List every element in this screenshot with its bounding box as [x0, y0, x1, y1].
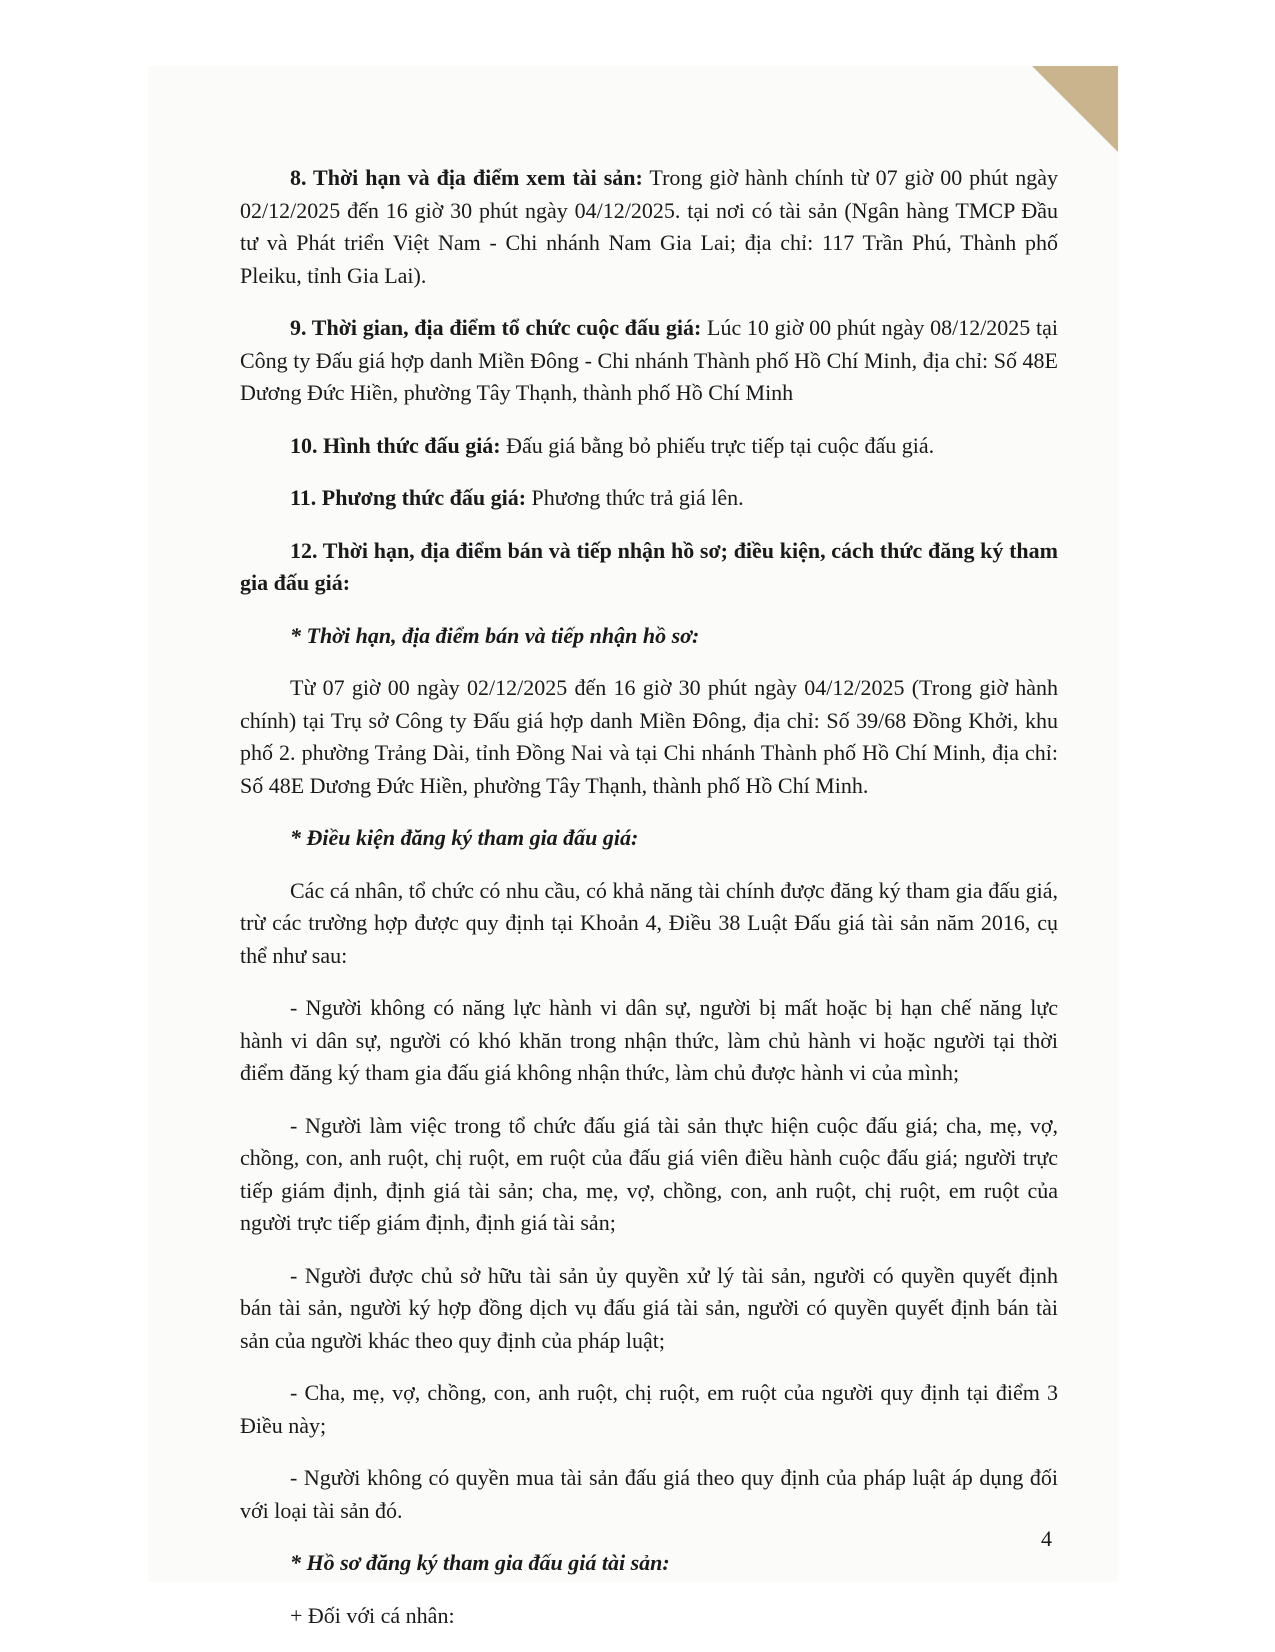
dossier-individual-item: + Đối với cá nhân:: [290, 1602, 455, 1628]
deadline-location-text: Từ 07 giờ 00 ngày 02/12/2025 đến 16 giờ 30 phút ngày 04/12/2025 (Trong giờ hành chính) tại Trụ sở Công ty Đấu giá hợp danh Miền Đông, địa chỉ: Số 39/68 Đồng Khởi, khu phố 2. phường Trảng Dài, tỉnh Đồng Nai và tại Chi nhánh Thành phố Hồ Chí Minh, địa chỉ: Số 48E Dương Đức Hiền, phường Tây Thạnh, thành phố Hồ Chí Minh.: [240, 675, 1058, 798]
section-8-heading: 8. Thời hạn và địa điểm xem tài sản:: [290, 165, 643, 190]
subheading-deadline-location: * Thời hạn, địa điểm bán và tiếp nhận hồ sơ:: [290, 622, 700, 648]
page-number: 4: [1041, 1526, 1052, 1551]
document-page: [148, 66, 1118, 1628]
section-8-text: Trong giờ hành chính từ 07 giờ 00 phút ngày 02/12/2025 đến 16 giờ 30 phút ngày 04/12/2025. tại nơi có tài sản (Ngân hàng TMCP Đầu tư và Phát triển Việt Nam - Chi nhánh Nam Gia Lai; địa chỉ: 117 Trần Phú, Thành phố Pleiku, tỉnh Gia Lai).: [240, 165, 1059, 288]
section-12: [240, 535, 1058, 600]
section-9-text: Lúc 10 giờ 00 phút ngày 08/12/2025 tại Công ty Đấu giá hợp danh Miền Đông - Chi nhánh Thành phố Hồ Chí Minh, địa chỉ: Số 48E Dương Đức Hiền, phường Tây Thạnh, thành phố Hồ Chí Minh: [240, 315, 1059, 405]
section-11-text: Phương thức trả giá lên.: [526, 485, 744, 510]
page-corner-fold: [1032, 66, 1118, 152]
condition-item: - Người không có quyền mua tài sản đấu giá theo quy định của pháp luật áp dụng đối với loại tài sản đó.: [240, 1465, 1058, 1523]
subheading-registration-dossier: * Hồ sơ đăng ký tham gia đấu giá tài sản:: [290, 1550, 670, 1575]
section-11: [240, 482, 1058, 515]
condition-item: - Người làm việc trong tổ chức đấu giá tài sản thực hiện cuộc đấu giá; cha, mẹ, vợ, chồng, con, anh ruột, chị ruột, em ruột của đấu giá viên điều hành cuộc đấu giá; người trực tiếp giám định, định giá tài sản; cha, mẹ, vợ, chồng, con, anh ruột, chị ruột, em ruột của người trực tiếp giám định, định giá tài sản;: [240, 1112, 1058, 1235]
section-10: [240, 430, 1058, 463]
condition-item: - Người không có năng lực hành vi dân sự, người bị mất hoặc bị hạn chế năng lực hành vi dân sự, người có khó khăn trong nhận thức, làm chủ hành vi hoặc người tại thời điểm đăng ký tham gia đấu giá không nhận thức, làm chủ được hành vi của mình;: [240, 995, 1058, 1085]
document-body: [240, 162, 1058, 1652]
conditions-intro: Các cá nhân, tổ chức có nhu cầu, có khả năng tài chính được đăng ký tham gia đấu giá, trừ các trường hợp được quy định tại Khoản 4, Điều 38 Luật Đấu giá tài sản năm 2016, cụ thể như sau:: [240, 877, 1058, 968]
section-10-text: Đấu giá bằng bỏ phiếu trực tiếp tại cuộc đấu giá.: [500, 432, 935, 458]
condition-item: - Người được chủ sở hữu tài sản ủy quyền xử lý tài sản, người có quyền quyết định bán tài sản, người ký hợp đồng dịch vụ đấu giá tài sản, người có quyền quyết định bán tài sản của người khác theo quy định của pháp luật;: [240, 1262, 1058, 1353]
condition-item: - Cha, mẹ, vợ, chồng, con, anh ruột, chị ruột, em ruột của người quy định tại điểm 3 Điều này;: [240, 1380, 1058, 1438]
subheading-conditions: * Điều kiện đăng ký tham gia đấu giá:: [290, 825, 639, 850]
section-9-heading: 9. Thời gian, địa điểm tổ chức cuộc đấu giá:: [290, 315, 702, 340]
section-9: [240, 312, 1058, 410]
section-12-heading: 12. Thời hạn, địa điểm bán và tiếp nhận hồ sơ; điều kiện, cách thức đăng ký tham gia đấu giá:: [240, 537, 1058, 595]
section-10-heading: 10. Hình thức đấu giá:: [290, 432, 501, 458]
section-8: [240, 162, 1058, 292]
section-11-heading: 11. Phương thức đấu giá:: [290, 485, 527, 510]
